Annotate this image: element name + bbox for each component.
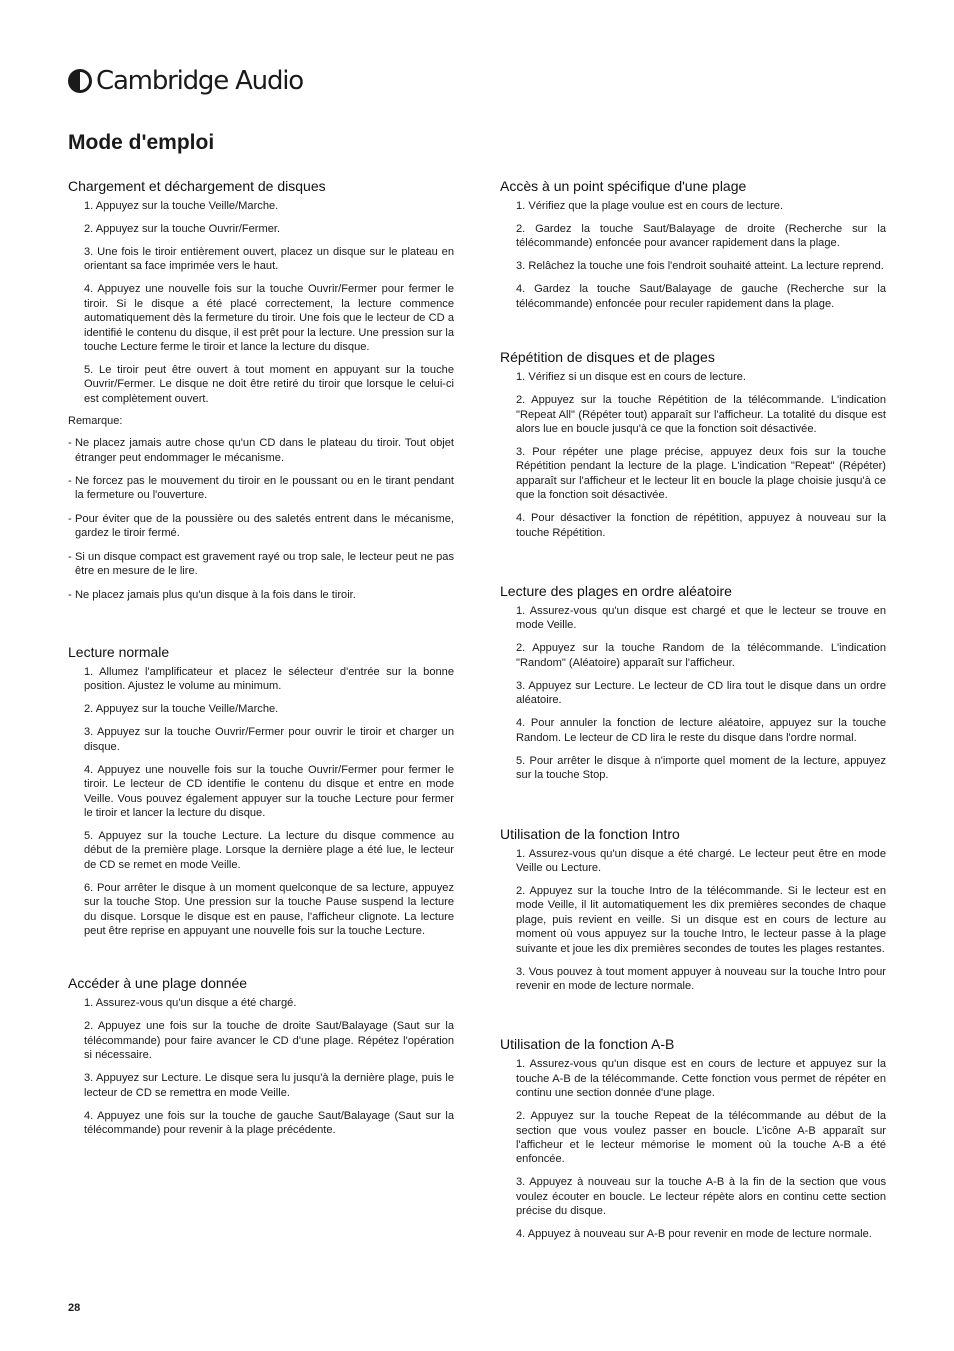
note-item: - Ne placez jamais autre chose qu'un CD dans le plateau du tiroir. Tout objet étranger peut endommager le mécanisme.: [68, 436, 454, 465]
step-item: 3. Vous pouvez à tout moment appuyer à nouveau sur la touche Intro pour revenir en mode de lecture normale.: [516, 965, 886, 992]
step-item: 3. Appuyez à nouveau sur la touche A-B à la fin de la section que vous voulez écouter en boucle. Le lecteur répète alors en continu cette section précise du disque.: [516, 1176, 886, 1218]
section-heading: Chargement et déchargement de disques: [68, 178, 326, 194]
right-column: [500, 178, 886, 1250]
step-list: [500, 1057, 886, 1241]
step-list: [68, 665, 454, 938]
step-item: 2. Appuyez sur la touche Veille/Marche.: [84, 703, 279, 716]
section-heading: Utilisation de la fonction A-B: [500, 1036, 675, 1053]
section-chargement-et-dechargement-de-disques: [68, 178, 454, 602]
section-acces-a-un-point-specifique-d-une-plage: [500, 178, 886, 311]
step-item: 4. Appuyez une nouvelle fois sur la touche Ouvrir/Fermer pour fermer le tiroir. Le lecteur de CD identifie le contenu du disque et entre en mode Veille. Vous pouvez également appuyer sur la touche Lecture pour fermer le tiroir et lancer la lecture du disque.: [84, 763, 454, 819]
section-heading: Lecture des plages en ordre aléatoire: [500, 583, 732, 600]
section-repetition-de-disques-et-de-plages: [500, 349, 886, 540]
step-item: 1. Vérifiez que la plage voulue est en cours de lecture.: [516, 200, 784, 212]
step-item: 3. Pour répéter une plage précise, appuyez deux fois sur la touche Répétition pendant la lecture de la plage. L'indication "Repeat" (Répéter) apparaît sur l'afficheur et le lecteur lit en boucle la plage choisie jusqu'à ce que la fonction soit désactivée.: [516, 446, 886, 502]
section-lecture-normale: [68, 644, 454, 938]
section-heading: Lecture normale: [68, 643, 170, 660]
step-list: [500, 847, 886, 994]
note-title: Remarque:: [68, 415, 123, 428]
step-item: 2. Appuyez une fois sur la touche de droite Saut/Balayage (Saut sur la télécommande) pour faire avancer le CD d'une plage. Répétez l'opération si nécessaire.: [84, 1020, 454, 1062]
step-list: [500, 370, 886, 540]
step-item: 4. Appuyez à nouveau sur A-B pour revenir en mode de lecture normale.: [516, 1228, 872, 1241]
section-lecture-des-plages-en-ordre-aleatoire: [500, 583, 886, 782]
step-item: 3. Une fois le tiroir entièrement ouvert, placez un disque sur le plateau en orientant sa face imprimée vers le haut.: [84, 246, 454, 273]
step-list: [500, 604, 886, 782]
step-item: 4. Appuyez une fois sur la touche de gauche Saut/Balayage (Saut sur la télécommande) pour revenir à la plage précédente.: [84, 1109, 454, 1136]
step-item: 5. Pour arrêter le disque à n'importe quel moment de la lecture, appuyez sur la touche Stop.: [516, 754, 886, 782]
step-item: 4. Pour annuler la fonction de lecture aléatoire, appuyez sur la touche Random. Le lecteur de CD lira le reste du disque dans l'ordre normal.: [516, 717, 886, 744]
section-heading: Répétition de disques et de plages: [500, 349, 715, 366]
section-acceder-a-une-plage-donnee: [68, 975, 454, 1137]
step-item: 5. Le tiroir peut être ouvert à tout moment en appuyant sur la touche Ouvrir/Fermer. Le disque ne doit être retiré du tiroir que lorsque le celui-ci est complètement ouvert.: [84, 364, 454, 405]
step-item: 2. Appuyez sur la touche Intro de la télécommande. Si le lecteur est en mode Veille, il lit automatiquement les dix premières secondes de chaque plage, puis revient en veille. Si un disque est en cours de lecture au moment où vous appuyez sur la touche Intro, le lecteur passe à la plage suivante et joue les dix premières secondes de toutes les plages restantes.: [516, 884, 886, 955]
note-list: [68, 436, 454, 602]
step-list: [68, 199, 454, 406]
step-item: 1. Assurez-vous qu'un disque est en cours de lecture et appuyez sur la touche A-B de la télécommande. Cette fonction vous permet de répéter en continu une section donnée d'une plage.: [516, 1058, 886, 1100]
note-item: - Ne forcez pas le mouvement du tiroir en le poussant ou en le tirant pendant la fermeture ou l'ouverture.: [68, 474, 454, 503]
section-utilisation-de-la-fonction-intro: [500, 826, 886, 994]
step-item: 1. Assurez-vous qu'un disque a été chargé.: [84, 997, 297, 1010]
step-item: 2. Appuyez sur la touche Ouvrir/Fermer.: [84, 223, 281, 235]
note-item: - Si un disque compact est gravement rayé ou trop sale, le lecteur peut ne pas être en mesure de le lire.: [68, 550, 454, 579]
step-item: 2. Appuyez sur la touche Repeat de la télécommande au début de la section que vous voulez passer en boucle. L'icône A-B apparaît sur l'afficheur et le lecteur mémorise le moment où la touche A-B a été enfoncée.: [516, 1110, 886, 1166]
section-heading: Accéder à une plage donnée: [68, 975, 248, 992]
page-title: Mode d'emploi: [68, 131, 215, 154]
section-heading: Accès à un point spécifique d'une plage: [500, 178, 747, 194]
step-list: [500, 199, 886, 311]
step-item: 1. Allumez l'amplificateur et placez le sélecteur d'entrée sur la bonne position. Ajustez le volume au minimum.: [84, 665, 454, 693]
step-item: 3. Appuyez sur la touche Ouvrir/Fermer pour ouvrir le tiroir et charger un disque.: [84, 726, 454, 753]
step-item: 1. Vérifiez si un disque est en cours de lecture.: [516, 371, 747, 384]
step-item: 2. Appuyez sur la touche Random de la télécommande. L'indication "Random" (Aléatoire) apparaît sur l'afficheur.: [516, 642, 886, 669]
step-item: 1. Appuyez sur la touche Veille/Marche.: [84, 200, 279, 212]
step-item: 4. Gardez la touche Saut/Balayage de gauche (Recherche sur la télécommande) enfoncée pour reculer rapidement dans la plage.: [516, 283, 886, 310]
step-list: [68, 996, 454, 1137]
section-utilisation-de-la-fonction-a-b: [500, 1036, 886, 1241]
page-number: 28: [68, 1302, 81, 1314]
step-item: 5. Appuyez sur la touche Lecture. La lecture du disque commence au début de la première plage. Lorsque la dernière plage a été lue, le lecteur de CD se remet en mode Veille.: [84, 829, 454, 871]
step-item: 3. Appuyez sur Lecture. Le disque sera lu jusqu'à la dernière plage, puis le lecteur de CD se remettra en mode Veille.: [84, 1072, 454, 1099]
step-item: 6. Pour arrêter le disque à un moment quelconque de sa lecture, appuyez sur la touche Stop. Une pression sur la touche Pause suspend la lecture du disque. Lorsque le disque est en pause, l'afficheur clignote. La lecture peut être reprise en appuyant une nouvelle fois sur la touche Lecture.: [84, 881, 454, 937]
step-item: 1. Assurez-vous qu'un disque a été chargé. Le lecteur peut être en mode Veille ou Lecture.: [516, 847, 886, 874]
step-item: 3. Appuyez sur Lecture. Le lecteur de CD lira tout le disque dans un ordre aléatoire.: [516, 679, 886, 707]
note-item: - Ne placez jamais plus qu'un disque à la fois dans le tiroir.: [68, 588, 454, 602]
logo-icon: [68, 69, 92, 93]
note-item: - Pour éviter que de la poussière ou des saletés entrent dans le mécanisme, gardez le tiroir fermé.: [68, 512, 454, 541]
left-column: [68, 178, 454, 1146]
step-item: 3. Relâchez la touche une fois l'endroit souhaité atteint. La lecture reprend.: [516, 260, 884, 273]
brand-name: Cambridge Audio: [96, 66, 303, 96]
step-item: 4. Pour désactiver la fonction de répétition, appuyez à nouveau sur la touche Répétition.: [516, 512, 886, 539]
step-item: 4. Appuyez une nouvelle fois sur la touche Ouvrir/Fermer pour fermer le tiroir. Si le disque a été placé correctement, la lecture commence automatiquement dès la fermeture du tiroir. Une fois que le lecteur de CD a identifié le contenu du disque, il est prêt pour la lecture. Une pression sur la touche Lecture ferme le tiroir et lance la lecture du disque.: [84, 283, 455, 354]
step-item: 1. Assurez-vous qu'un disque est chargé et que le lecteur se trouve en mode Veille.: [516, 605, 886, 632]
section-heading: Utilisation de la fonction Intro: [500, 825, 680, 842]
step-item: 2. Appuyez sur la touche Répétition de la télécommande. L'indication "Repeat All" (Répéter tout) apparaît sur l'afficheur. La totalité du disque est alors lue en boucle jusqu'à ce que la fonction soit désactivée.: [516, 394, 886, 436]
step-item: 2. Gardez la touche Saut/Balayage de droite (Recherche sur la télécommande) enfoncée pour avancer rapidement dans la plage.: [516, 223, 886, 250]
brand-logo: [68, 64, 303, 98]
